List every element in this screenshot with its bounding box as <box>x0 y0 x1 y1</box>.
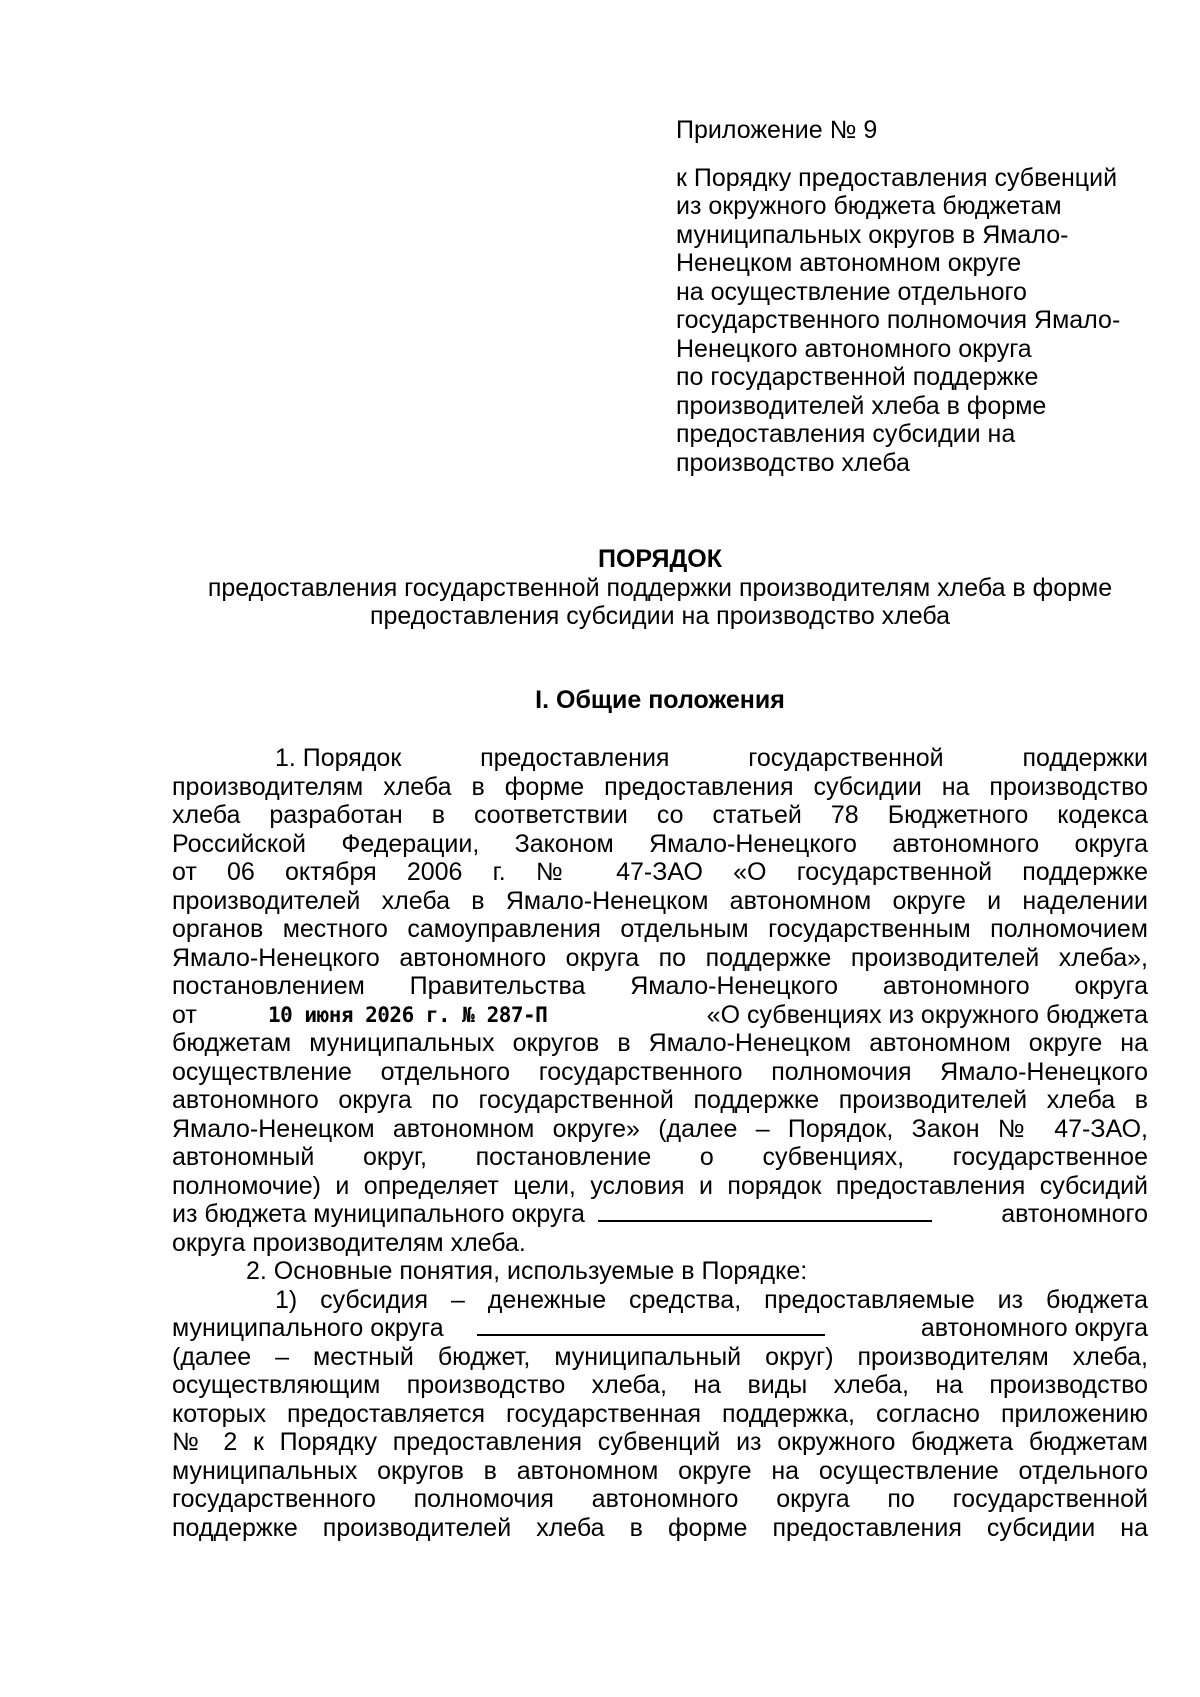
text-line: автономного округа по государственной поддержке производителей хлеба в <box>172 1086 1148 1114</box>
text-line: хлеба разработан в соответствии со статьей 78 Бюджетного кодекса <box>172 801 1148 829</box>
text-line: государственного полномочия автономного округа по государственной <box>172 1485 1148 1513</box>
appendix-line: Ненецком автономном округе <box>676 249 1022 277</box>
document-subtitle-line: предоставления субсидии на производство хлеба <box>369 602 951 630</box>
paragraph-2: 2. Основные понятия, используемые в Порядке: <box>246 1257 808 1285</box>
text-line: от 06 октября 2006 г. № 47-ЗАО «О государственной поддержке <box>172 858 1148 886</box>
text-line: (далее – местный бюджет, муниципальный округ) производителям хлеба, <box>172 1342 1148 1371</box>
text-line: постановлением Правительства Ямало-Ненецкого автономного округа <box>172 972 1148 1000</box>
text-fragment: автономного округа <box>920 1314 1148 1342</box>
word: 1. Порядок <box>275 744 402 772</box>
text-line: 1) субсидия – денежные средства, предоставляемые из бюджета <box>275 1285 1148 1314</box>
text-fragment: из бюджета муниципального округа <box>172 1200 585 1228</box>
text-line: производителей хлеба в Ямало-Ненецком автономном округе и наделении <box>172 886 1148 915</box>
text-line: муниципальных округов в автономном округе на осуществление отдельного <box>172 1456 1148 1485</box>
appendix-number: Приложение № 9 <box>676 116 878 144</box>
text-line: Ямало-Ненецкого автономного округа по поддержке производителей хлеба», <box>172 943 1148 972</box>
text-line: полномочие) и определяет цели, условия и порядок предоставления субсидий <box>172 1171 1148 1200</box>
word: государственной <box>748 744 944 772</box>
text-line-with-stamp <box>172 1001 1148 1030</box>
document-body <box>172 744 1148 1542</box>
text-fragment: «О субвенциях из окружного бюджета <box>706 1000 1148 1029</box>
appendix-reference <box>676 164 1166 478</box>
document-title: ПОРЯДОК <box>598 545 722 573</box>
word: от <box>172 1000 197 1029</box>
appendix-line: на осуществление отдельного <box>676 277 1027 306</box>
appendix-line: предоставления субсидии на <box>676 420 1016 448</box>
fill-in-blank <box>598 1200 932 1222</box>
appendix-line: к Порядку предоставления субвенций <box>676 163 1118 192</box>
text-line: бюджетам муниципальных округов в Ямало-Ненецком автономном округе на <box>172 1029 1148 1057</box>
text-line: автономный округ, постановление о субвенциях, государственное <box>172 1143 1148 1171</box>
text-line: органов местного самоуправления отдельным государственным полномочием <box>172 915 1148 943</box>
appendix-line: производство хлеба <box>676 448 910 477</box>
text-line: Российской Федерации, Законом Ямало-Ненецкого автономного округа <box>172 829 1148 858</box>
text-line: производителям хлеба в форме предоставления субсидии на производство <box>172 772 1148 801</box>
appendix-line: из окружного бюджета бюджетам <box>676 192 1062 220</box>
text-line: осуществляющим производство хлеба, на виды хлеба, на производство <box>172 1371 1148 1399</box>
appendix-line: производителей хлеба в форме <box>676 391 1047 420</box>
appendix-line: муниципальных округов в Ямало- <box>676 220 1069 249</box>
word: поддержки <box>1022 744 1148 772</box>
text-line-with-blank <box>172 1200 1148 1229</box>
document-heading <box>172 545 1148 631</box>
section-title: I. Общие положения <box>535 686 785 714</box>
appendix-line: государственного полномочия Ямало- <box>676 306 1121 334</box>
registration-stamp: 10 июня 2026 г. № 287-П <box>268 1002 548 1027</box>
text-fragment: муниципального округа <box>172 1314 444 1342</box>
text-line <box>172 744 1148 773</box>
paragraph-1 <box>172 744 1148 1257</box>
text-line: поддержке производителей хлеба в форме предоставления субсидии на <box>172 1513 1148 1542</box>
word: предоставления <box>480 744 670 772</box>
appendix-line: по государственной поддержке <box>676 363 1039 391</box>
appendix-block <box>676 116 1166 477</box>
text-fragment: автономного <box>1001 1200 1148 1228</box>
text-line: Ямало-Ненецком автономном округе» (далее – Порядок, Закон № 47-ЗАО, <box>172 1114 1148 1143</box>
text-line: осуществление отдельного государственного полномочия Ямало-Ненецкого <box>172 1057 1148 1086</box>
text-line: округа производителям хлеба. <box>172 1228 526 1257</box>
fill-in-blank <box>477 1314 825 1336</box>
text-line: которых предоставляется государственная поддержка, согласно приложению <box>172 1399 1148 1428</box>
appendix-line: Ненецкого автономного округа <box>676 334 1032 363</box>
text-line-with-blank <box>172 1314 1148 1343</box>
text-line: № 2 к Порядку предоставления субвенций из окружного бюджета бюджетам <box>172 1428 1148 1456</box>
paragraph-3 <box>172 1286 1148 1543</box>
document-subtitle-line: предоставления государственной поддержки производителям хлеба в форме <box>207 573 1113 602</box>
